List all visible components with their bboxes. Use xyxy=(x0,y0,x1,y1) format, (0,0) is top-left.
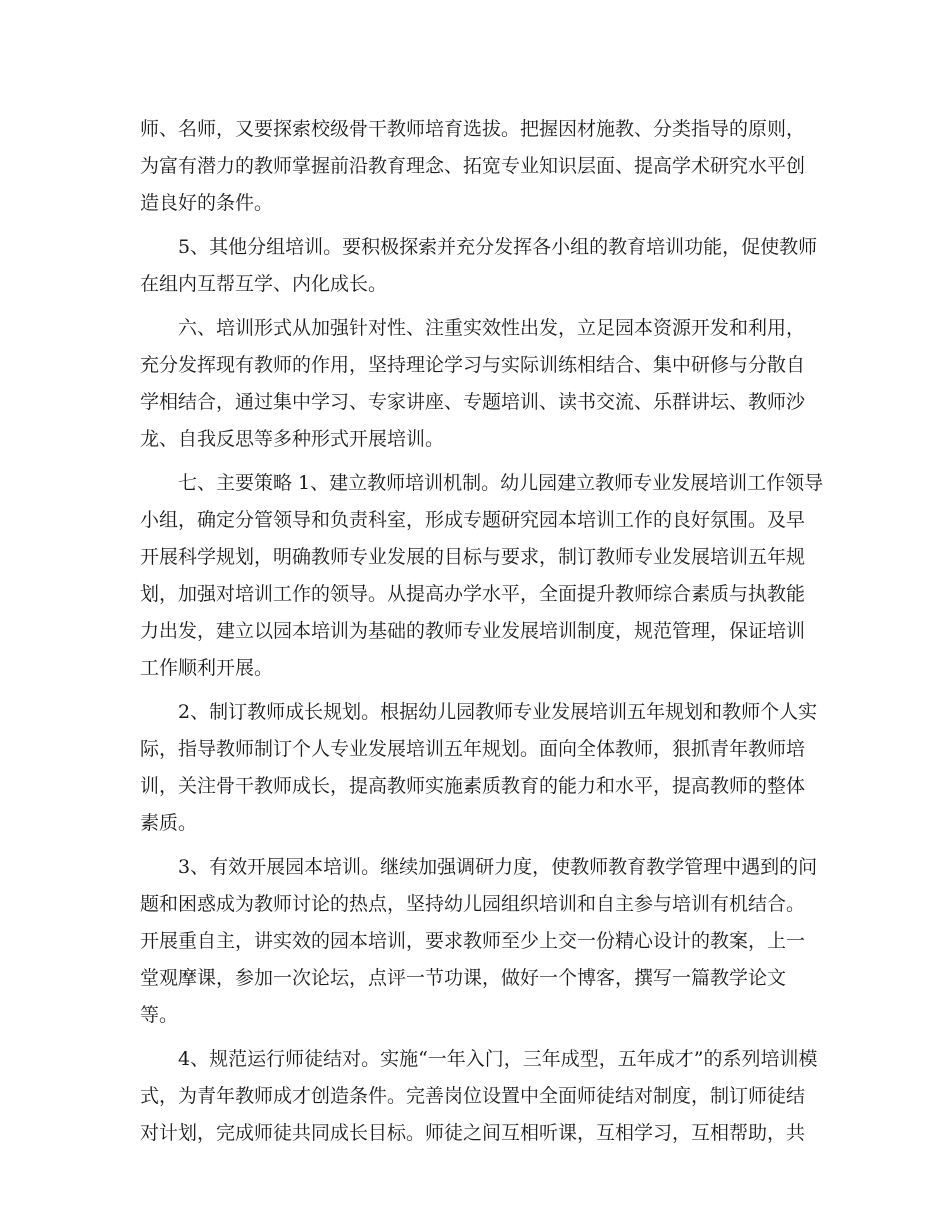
text-line: 学相结合，通过集中学习、专家讲座、专题培训、读书交流、乐群讲坛、教师沙 xyxy=(140,391,806,413)
text-line: 在组内互帮互学、内化成长。 xyxy=(140,273,388,295)
text-line: 等。 xyxy=(140,1004,179,1026)
text-line: 力出发，建立以园本培训为基础的教师专业发展培训制度，规范管理，保证培训 xyxy=(140,620,806,642)
text-line: 划，加强对培训工作的领导。从提高办学水平，全面提升教师综合素质与执教能 xyxy=(140,583,806,605)
text-line: 开展科学规划，明确教师专业发展的目标与要求，制订教师专业发展培训五年规 xyxy=(140,546,806,568)
text-line: 造良好的条件。 xyxy=(140,192,274,214)
text-line: 2、制订教师成长规划。根据幼儿园教师专业发展培训五年规划和教师个人实 xyxy=(178,701,818,723)
text-line: 师、名师，又要探索校级骨干教师培育选拔。把握因材施教、分类指导的原则， xyxy=(140,118,806,140)
text-line: 题和困惑成为教师讨论的热点，坚持幼儿园组织培训和自主参与培训有机结合。 xyxy=(140,893,806,915)
text-line: 训，关注骨干教师成长，提高教师实施素质教育的能力和水平，提高教师的整体 xyxy=(140,775,806,797)
text-line: 充分发挥现有教师的作用，坚持理论学习与实际训练相结合、集中研修与分散自 xyxy=(140,354,806,376)
text-line: 六、培训形式从加强针对性、注重实效性出发，立足园本资源开发和利用， xyxy=(178,317,806,339)
text-line: 堂观摩课，参加一次论坛，点评一节功课，做好一个博客，撰写一篇教学论文 xyxy=(140,967,787,989)
text-line: 七、主要策略 1、建立教师培训机制。幼儿园建立教师专业发展培训工作领导 xyxy=(178,472,824,494)
text-line: 3、有效开展园本培训。继续加强调研力度，使教师教育教学管理中遇到的问 xyxy=(178,856,818,878)
text-line: 工作顺利开展。 xyxy=(140,657,274,679)
text-line: 开展重自主，讲实效的园本培训，要求教师至少上交一份精心设计的教案，上一 xyxy=(140,930,806,952)
text-line: 际，指导教师制订个人专业发展培训五年规划。面向全体教师，狠抓青年教师培 xyxy=(140,738,806,760)
text-line: 素质。 xyxy=(140,812,198,834)
text-line: 4、规范运行师徒结对。实施“一年入门，三年成型，五年成才”的系列培训模 xyxy=(178,1048,818,1070)
text-line: 龙、自我反思等多种形式开展培训。 xyxy=(140,428,445,450)
text-line: 式，为青年教师成才创造条件。完善岗位设置中全面师徒结对制度，制订师徒结 xyxy=(140,1085,806,1107)
text-line: 对计划，完成师徒共同成长目标。师徒之间互相听课，互相学习，互相帮助，共 xyxy=(140,1122,806,1144)
text-line: 小组，确定分管领导和负责科室，形成专题研究园本培训工作的良好氛围。及早 xyxy=(140,509,806,531)
text-line: 5、其他分组培训。要积极探索并充分发挥各小组的教育培训功能，促使教师 xyxy=(178,236,818,258)
text-line: 为富有潜力的教师掌握前沿教育理念、拓宽专业知识层面、提高学术研究水平创 xyxy=(140,155,806,177)
